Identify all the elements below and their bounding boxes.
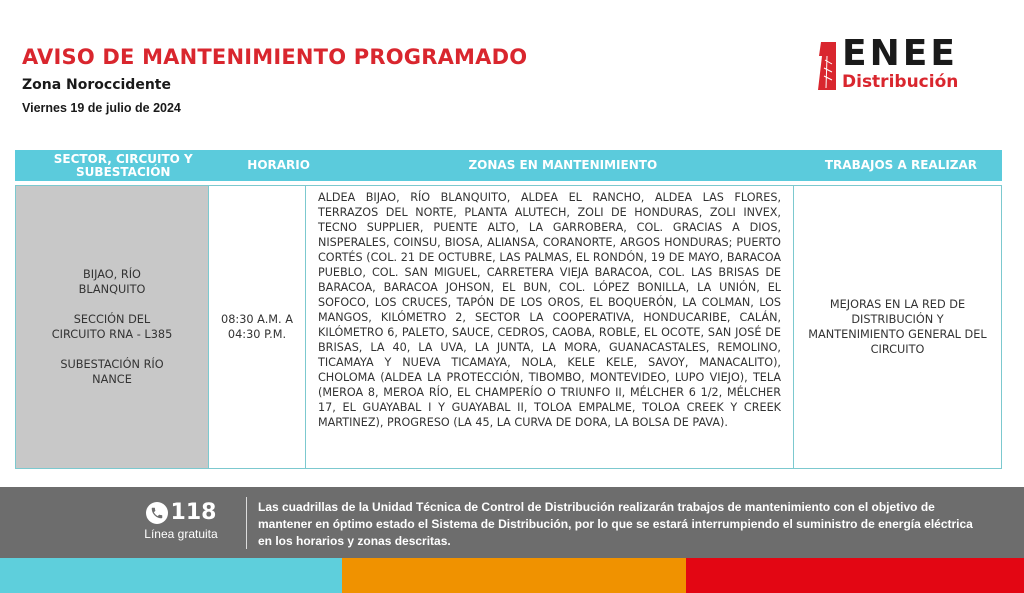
- logo-brand: ENEE: [842, 33, 958, 74]
- sector-cell: [15, 185, 209, 469]
- work-cell: MEJORAS EN LA RED DE DISTRIBUCIÓN Y MANTENIMIENTO GENERAL DEL CIRCUITO: [794, 185, 1002, 469]
- header-schedule: HORARIO: [247, 158, 310, 172]
- zone-subtitle: Zona Noroccidente: [22, 77, 171, 93]
- header-zones: ZONAS EN MANTENIMIENTO: [468, 158, 658, 172]
- phone-label: Línea gratuita: [144, 527, 218, 541]
- footer-band: [0, 487, 1024, 558]
- schedule-cell: 08:30 A.M. A 04:30 P.M.: [209, 185, 306, 469]
- header-work: TRABAJOS A REALIZAR: [824, 158, 978, 172]
- page-title: AVISO DE MANTENIMIENTO PROGRAMADO: [22, 45, 528, 69]
- circuit-name: SECCIÓN DEL CIRCUITO RNA - L385: [51, 313, 173, 341]
- table-header: [15, 150, 1002, 181]
- stripe-teal: [0, 558, 342, 593]
- stripe-red: [686, 558, 1024, 593]
- tower-icon: [818, 42, 836, 90]
- date-label: Viernes 19 de julio de 2024: [22, 101, 181, 115]
- table-row: [15, 185, 1002, 469]
- hotline: [136, 501, 226, 541]
- header-sector: SECTOR, CIRCUITO Y SUBESTACIÓN: [53, 151, 193, 179]
- phone-icon: [146, 502, 168, 524]
- enee-logo: [818, 33, 998, 95]
- footer-divider: [246, 497, 247, 549]
- substation-name: SUBESTACIÓN RÍO NANCE: [60, 358, 164, 386]
- zones-cell: ALDEA BIJAO, RÍO BLANQUITO, ALDEA EL RANCHO, ALDEA LAS FLORES, TERRAZOS DEL NORTE, PLANTA ALUTECH, ZOLI DE HONDURAS, ZOLI INVEX, TECNO SUPPLIER, PUENTE ALTO, LA GARROBERA, COL. GRACIAS A DIOS, NISPERALES, COINSU, BIOSA, ALIANSA, CORANORTE, ARGOS HONDURAS; PUERTO CORTÉS (COL. 21 DE OCTUBRE, LAS PALMAS, EL RONDÓN, 19 DE MAYO, BARACOA PUEBLO, COL. SAN MIGUEL, CARRETERA VIEJA BARACOA, COL. LAS BRISAS DE BARACOA, BARACOA JOHSON, EL BUN, COL. LÓPEZ BONILLA, LA UNIÓN, EL SOFOCO, LOS CRUCES, TAPÓN DE LOS OROS, EL BOQUERÓN, LA COLMAN, LOS MANGOS, KILÓMETRO 2, SECTOR LA COOPERATIVA, HONDUCARIBE, CALÁN, KILÓMETRO 6, PALETO, SAUCE, CEDROS, CAOBA, ROBLE, EL OCOTE, SAN JOSÉ DE BRISAS, LA 40, LA UVA, LA JUNTA, LA MORA, GUANACASTALES, REMOLINO, TICAMAYA Y NUEVA TICAMAYA, NOLA, KELE KELE, SAVOY, MANACALITO), CHOLOMA (ALDEA LA PROTECCIÓN, TIBOMBO, MONTEVIDEO, LUPO VIEJO), TELA (MEROA 8, MEROA RÍO, EL CHAMPERÍO O TRIUNFO II, MÉLCHER 6 1/2, MÉLCHER 17, EL GUAYABAL I Y GUAYABAL II, TOLOA EMPALME, TOLOA CREEK Y CREEK MARTINEZ), PROGRESO (LA 45, LA CURVA DE DORA, LA BOLSA DE PAVA).: [306, 185, 794, 469]
- sector-name: BIJAO, RÍO BLANQUITO: [78, 268, 146, 296]
- stripe-orange: [342, 558, 686, 593]
- logo-subtitle: Distribución: [842, 72, 959, 92]
- phone-number: 118: [170, 500, 217, 525]
- notice-text: Las cuadrillas de la Unidad Técnica de Control de Distribución realizarán trabajos de mantenimiento con el objetivo de mantener en óptimo estado el Sistema de Distribución, por lo que se estará interrumpiendo el suministro de energía eléctrica en los horarios y zonas descritas.: [258, 500, 973, 548]
